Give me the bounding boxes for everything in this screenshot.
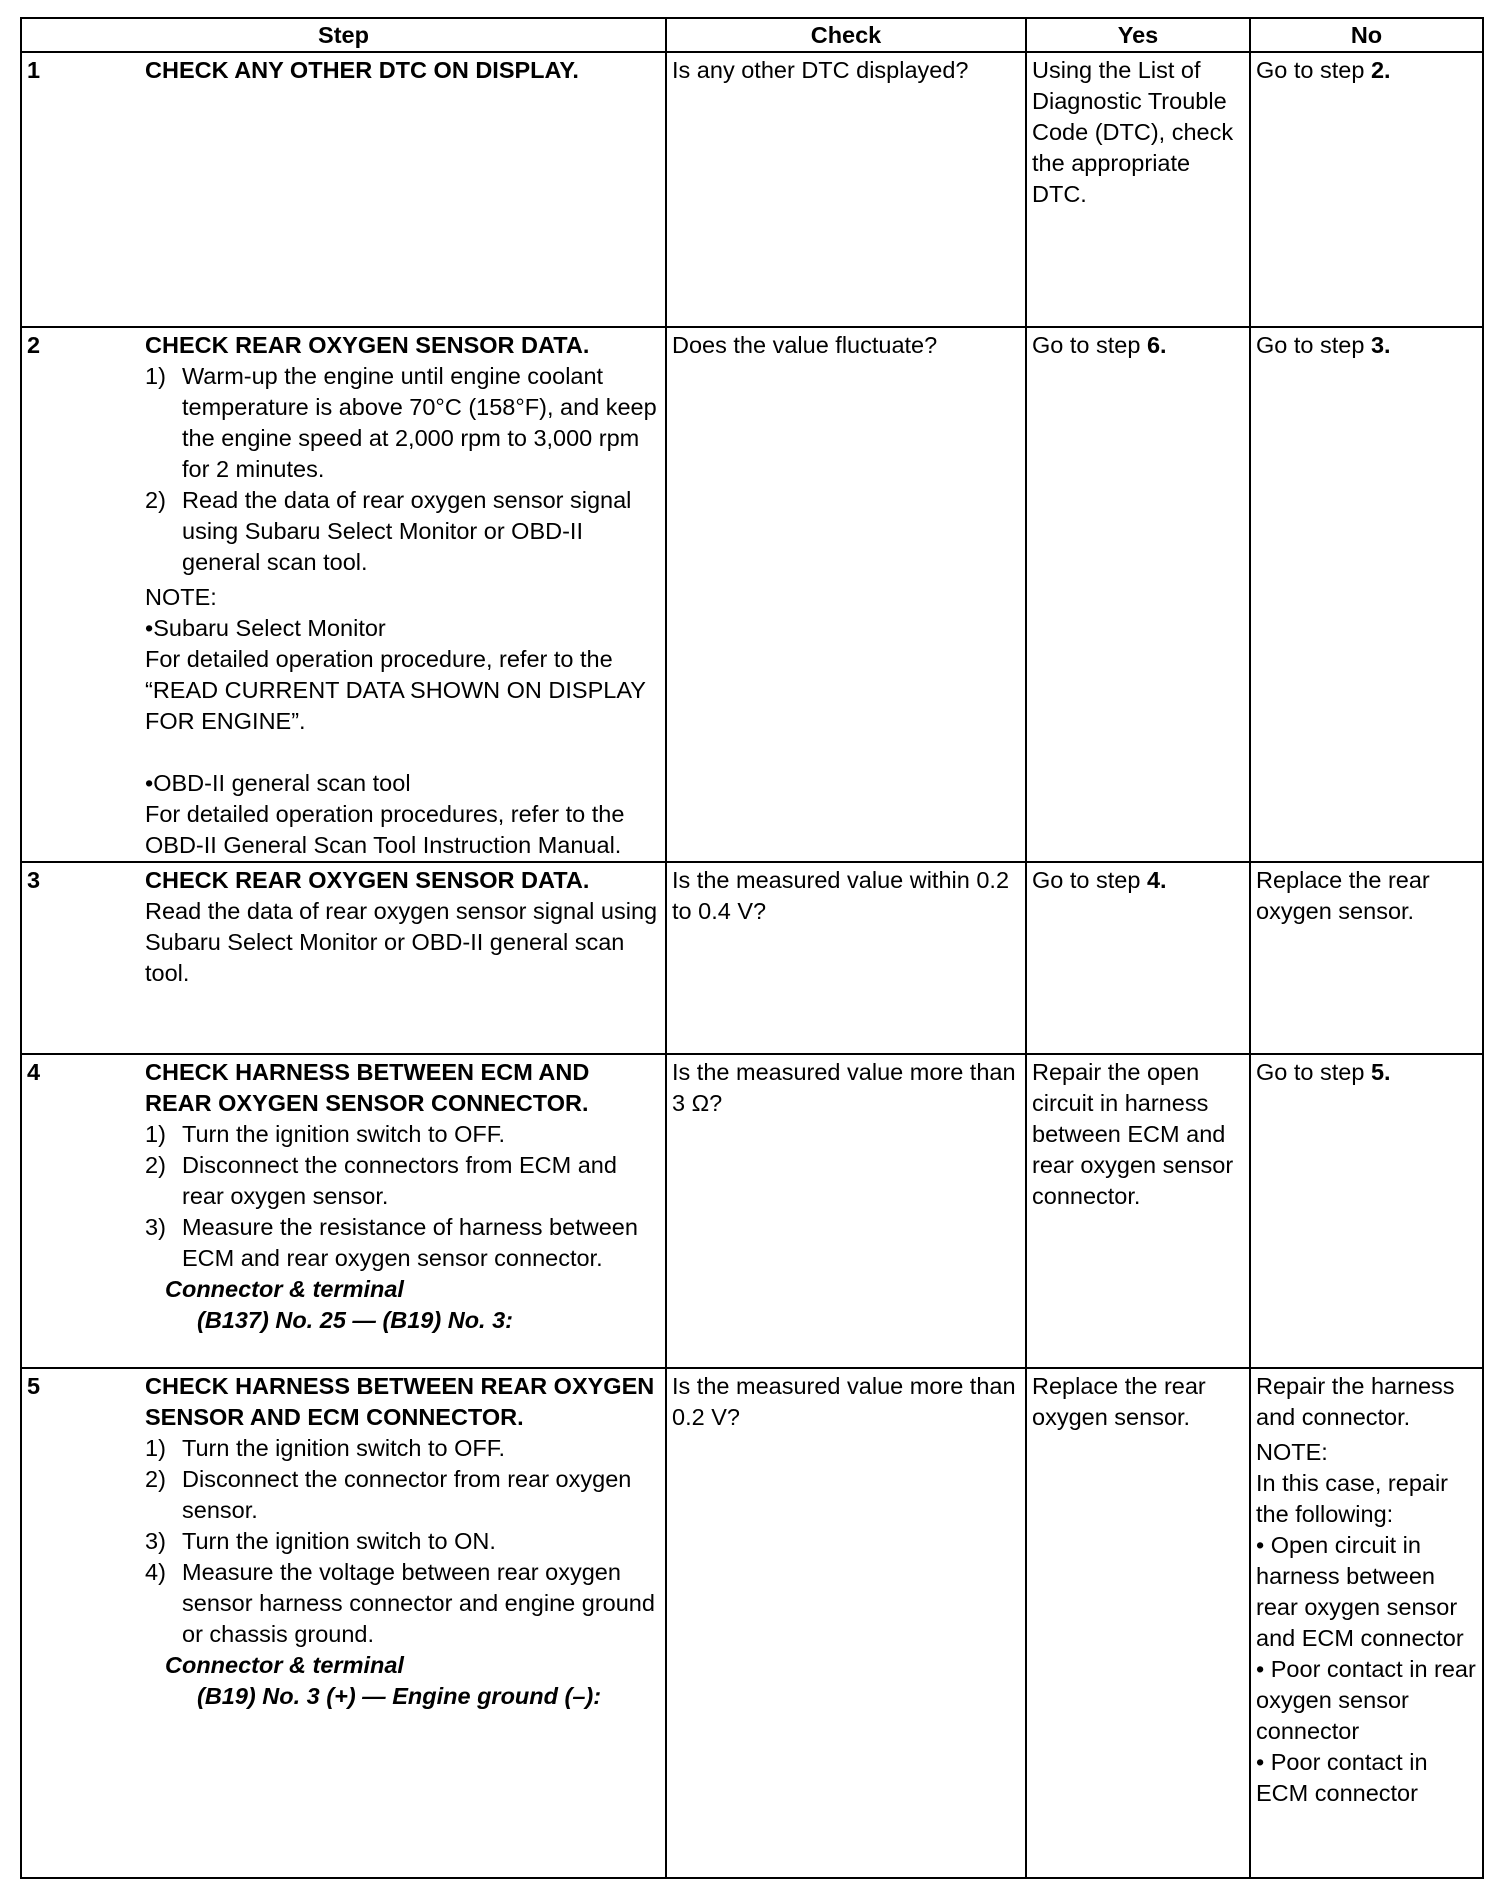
step-number: 2 [21,327,140,862]
yes-cell [1026,327,1250,862]
step-title: CHECK HARNESS BETWEEN REAR OXYGEN SENSOR AND ECM CONNECTOR. [145,1373,655,1430]
step-body: Read the data of rear oxygen sensor signal using Subaru Select Monitor or OBD-II general scan tool. [145,898,658,986]
note-bullet: •OBD-II general scan tool [145,770,411,796]
check-cell: Is the measured value more than 3 Ω? [666,1054,1026,1368]
yes-text: Go to step [1032,867,1147,893]
table-row [21,327,1483,862]
step-title: CHECK REAR OXYGEN SENSOR DATA. [145,867,590,893]
step-number: 4 [21,1054,140,1368]
header-yes: Yes [1026,18,1250,52]
header-row [21,18,1483,52]
header-check: Check [666,18,1026,52]
no-cell [1250,1054,1483,1368]
note-bullet: • Open circuit in harness between rear oxygen sensor and ECM connector [1256,1532,1464,1651]
no-step-ref: 2. [1370,57,1391,83]
no-text: Go to step [1256,332,1371,358]
no-text: Go to step [1256,1059,1371,1085]
diagnostic-table [20,17,1484,1879]
terminal-spec: (B19) No. 3 (+) — Engine ground (–): [197,1683,602,1709]
yes-cell: Repair the open circuit in harness between ECM and rear oxygen sensor connector. [1026,1054,1250,1368]
substep: 1) Turn the ignition switch to OFF. [145,1121,506,1147]
step-content [140,862,666,1054]
check-cell: Does the value fluctuate? [666,327,1026,862]
check-cell: Is the measured value more than 0.2 V? [666,1368,1026,1878]
step-title: CHECK REAR OXYGEN SENSOR DATA. [145,332,590,358]
step-title: CHECK HARNESS BETWEEN ECM AND REAR OXYGEN SENSOR CONNECTOR. [145,1059,590,1116]
note-label: NOTE: [1256,1439,1328,1465]
note-text: For detailed operation procedure, refer to the “READ CURRENT DATA SHOWN ON DISPLAY FOR ENGINE”. [145,646,646,734]
step-content [140,1368,666,1878]
no-step-ref: 3. [1370,332,1391,358]
yes-step-ref: 4. [1146,867,1167,893]
note-text: For detailed operation procedures, refer to the OBD-II General Scan Tool Instruction Manual. [145,801,625,858]
substep: 2) Disconnect the connectors from ECM and rear oxygen sensor. [145,1152,617,1209]
note-bullet: • Poor contact in ECM connector [1256,1749,1428,1806]
substep: 2) Read the data of rear oxygen sensor signal using Subaru Select Monitor or OBD-II general scan tool. [145,487,632,575]
table-row [21,1368,1483,1878]
note-text: In this case, repair the following: [1256,1470,1449,1527]
no-text: Repair the harness and connector. [1256,1373,1455,1430]
yes-cell [1026,862,1250,1054]
terminal-spec: (B137) No. 25 — (B19) No. 3: [197,1307,514,1333]
note-bullet: •Subaru Select Monitor [145,615,386,641]
step-content [140,327,666,862]
header-no: No [1250,18,1483,52]
table-row [21,1054,1483,1368]
check-cell: Is any other DTC displayed? [666,52,1026,327]
substep: 4) Measure the voltage between rear oxygen sensor harness connector and engine ground or chassis ground. [145,1559,655,1647]
yes-cell: Using the List of Diagnostic Trouble Code (DTC), check the appropriate DTC. [1026,52,1250,327]
no-cell [1250,327,1483,862]
no-cell: Replace the rear oxygen sensor. [1250,862,1483,1054]
substep: 2) Disconnect the connector from rear oxygen sensor. [145,1466,632,1523]
yes-step-ref: 6. [1146,332,1167,358]
yes-text: Go to step [1032,332,1147,358]
step-number: 3 [21,862,140,1054]
no-cell [1250,52,1483,327]
substep: 3) Turn the ignition switch to ON. [145,1528,496,1554]
check-cell: Is the measured value within 0.2 to 0.4 V? [666,862,1026,1054]
step-title: CHECK ANY OTHER DTC ON DISPLAY. [145,57,579,83]
note-bullet: • Poor contact in rear oxygen sensor connector [1256,1656,1476,1744]
substep: 3) Measure the resistance of harness between ECM and rear oxygen sensor connector. [145,1214,638,1271]
table-row [21,52,1483,327]
yes-cell: Replace the rear oxygen sensor. [1026,1368,1250,1878]
header-step: Step [21,18,666,52]
note-label: NOTE: [145,584,217,610]
step-number: 5 [21,1368,140,1878]
no-text: Go to step [1256,57,1371,83]
substep: 1) Turn the ignition switch to OFF. [145,1435,506,1461]
table-row [21,862,1483,1054]
no-step-ref: 5. [1370,1059,1391,1085]
substep: 1) Warm-up the engine until engine coolant temperature is above 70°C (158°F), and keep the engine speed at 2,000 rpm to 3,000 rpm for 2 minutes. [145,363,657,482]
step-number: 1 [21,52,140,327]
no-cell [1250,1368,1483,1878]
step-content [140,1054,666,1368]
step-content [140,52,666,327]
connector-label: Connector & terminal [165,1276,404,1302]
connector-label: Connector & terminal [165,1652,404,1678]
